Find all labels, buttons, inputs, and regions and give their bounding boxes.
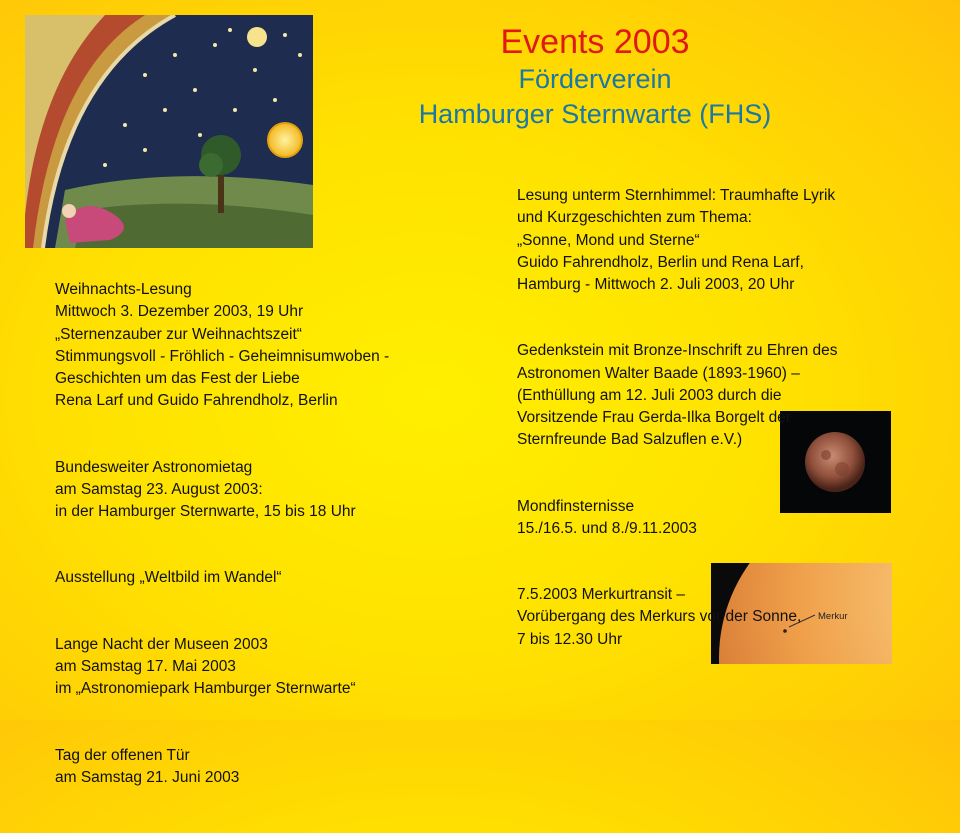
- flammarion-engraving-icon: [25, 15, 313, 248]
- event-astronomy-day: Bundesweiter Astronomietag am Samstag 23. August 2003: in der Hamburger Sternwarte, 15 bis 18 Uhr: [55, 458, 356, 521]
- event-exhibition: Ausstellung „Weltbild im Wandel“: [55, 569, 282, 587]
- event-mercury-transit: 7.5.2003 Merkurtransit – Vorübergang des Merkurs vor der Sonne, 7 bis 12.30 Uhr: [517, 586, 802, 648]
- right-events-column: [517, 163, 917, 695]
- page-title: Events 2003: [500, 23, 690, 61]
- event-christmas-reading: Weihnachts-Lesung Mittwoch 3. Dezember 2003, 19 Uhr „Sternenzauber zur Weihnachtszeit“ Stimmungsvoll - Fröhlich - Geheimnisumwoben - Geschichten um das Fest der Liebe Rena Larf und Guido Fahrendholz, Berlin: [55, 281, 390, 410]
- event-memorial-stone: Gedenkstein mit Bronze-Inschrift zu Ehren des Astronomen Walter Baade (1893-1960) – (Enthüllung am 12. Juli 2003 durch die Vorsitzende Frau Gerda-Ilka Borgelt der Sternfreunde Bad Salzuflen e.V.): [517, 342, 838, 449]
- event-lunar-eclipses: Mondfinsternisse 15./16.5. und 8./9.11.2003: [517, 497, 697, 537]
- transit-label: Merkur: [818, 611, 848, 622]
- left-events-column: [55, 257, 455, 833]
- page-subtitle-organization: Förderverein: [518, 64, 672, 94]
- event-museum-night: Lange Nacht der Museen 2003 am Samstag 17. Mai 2003 im „Astronomiepark Hamburger Sternwarte“: [55, 635, 356, 698]
- page-subtitle-observatory: Hamburger Sternwarte (FHS): [418, 99, 772, 129]
- event-starlight-reading: Lesung unterm Sternhimmel: Traumhafte Lyrik und Kurzgeschichten zum Thema: „Sonne, Mond und Sterne“ Guido Fahrendholz, Berlin und Rena Larf, Hamburg - Mittwoch 2. Juli 2003, 20 Uhr: [517, 187, 836, 294]
- event-open-day: Tag der offenen Tür am Samstag 21. Juni 2003: [55, 746, 240, 786]
- title-block: [340, 22, 850, 132]
